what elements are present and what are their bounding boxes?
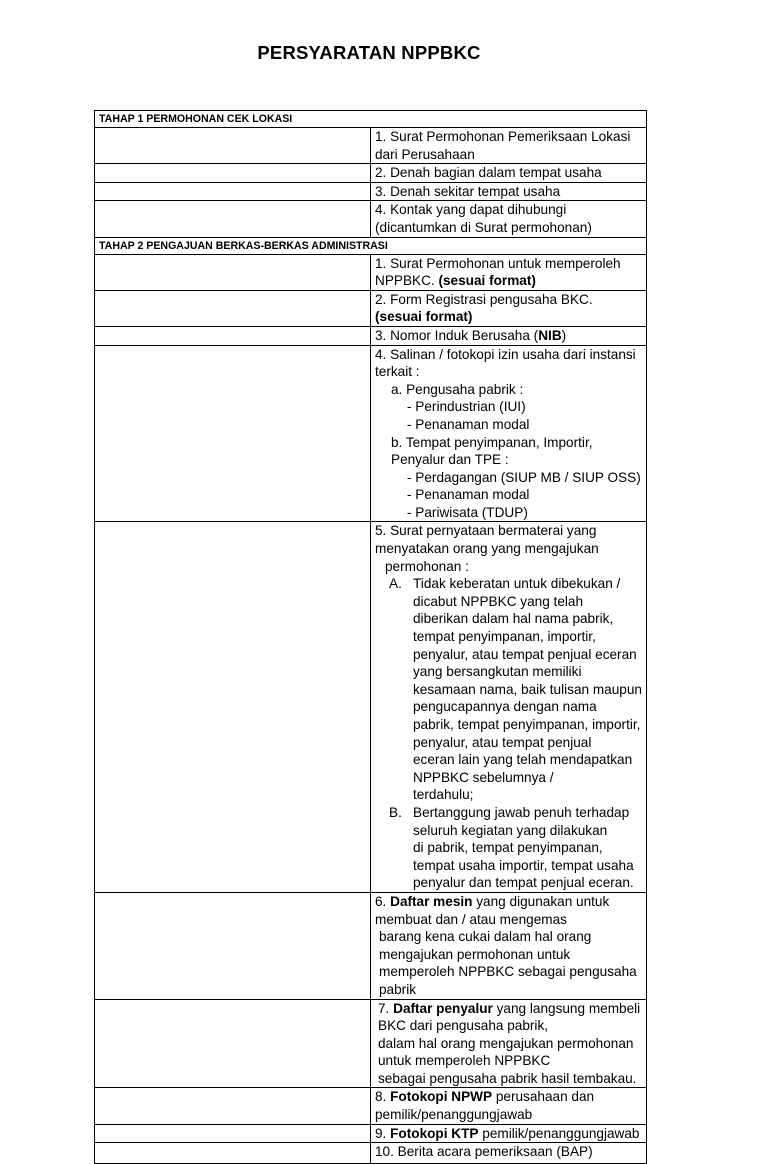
number-cell: [95, 201, 371, 237]
number-cell: [95, 164, 371, 183]
number-cell: [95, 128, 371, 164]
table-row: [95, 1143, 647, 1164]
list-item: - Penanaman modal: [407, 487, 530, 503]
item-bold-text: Daftar penyalur: [393, 1000, 493, 1016]
text-line: eceran lain yang telah mendapatkan NPPBKC sebelumnya /: [413, 752, 633, 785]
item-text: yang langsung membeli BKC dari pengusaha pabrik,: [378, 1000, 641, 1034]
number-cell: [95, 182, 371, 201]
stage-2-heading: TAHAP 2 PENGAJUAN BERKAS-BERKAS ADMINISTRASI: [95, 237, 647, 254]
stage-1-header-row: [95, 111, 647, 128]
item-text: 3. Nomor Induk Berusaha (: [375, 327, 539, 343]
sub-item-b: b. Tempat penyimpanan, Importir, Penyalur dan TPE :: [391, 434, 593, 468]
stage-1-item-2: 2. Denah bagian dalam tempat usaha: [371, 164, 647, 183]
text-line: penyalur dan tempat penjual eceran.: [413, 875, 634, 891]
number-cell: [95, 1143, 371, 1164]
number-cell: [95, 345, 371, 522]
item-bold-text: (sesuai format): [375, 309, 473, 325]
stage-2-header-row: [95, 237, 647, 254]
item-bold-text: Daftar mesin: [390, 893, 473, 909]
table-row: [95, 326, 647, 345]
item-bold-text: NIB: [538, 327, 562, 343]
text-line: Tidak keberatan untuk dibekukan / dicabut NPPBKC yang telah: [413, 576, 621, 609]
table-row: [95, 128, 647, 164]
list-item: - Perindustrian (IUI): [407, 399, 526, 415]
text-line: di pabrik, tempat penyimpanan, tempat usaha importir, tempat usaha: [413, 840, 634, 873]
item-text: 8.: [375, 1089, 391, 1105]
text-line: Bertanggung jawab penuh terhadap seluruh kegiatan yang dilakukan: [413, 804, 630, 838]
table-row: [95, 1088, 647, 1124]
sub-item-a: a. Pengusaha pabrik :: [391, 381, 524, 397]
item-text: 1. Surat Permohonan untuk memperoleh NPPBKC.: [375, 255, 621, 289]
item-text: yang digunakan untuk membuat dan / atau mengemas: [375, 893, 610, 927]
number-cell: [95, 290, 371, 326]
list-marker: B.: [389, 804, 402, 820]
table-row: [95, 999, 647, 1088]
text-line: pabrik, tempat penyimpanan, importir, penyalur, atau tempat penjual: [413, 717, 641, 750]
stage-2-item-10: 10. Berita acara pemeriksaan (BAP): [371, 1143, 647, 1164]
list-item: - Penanaman modal: [407, 416, 530, 432]
stage-2-item-7: [371, 999, 647, 1088]
stage-1-item-1: 1. Surat Permohonan Pemeriksaan Lokasi dari Perusahaan: [371, 128, 647, 164]
table-row: [95, 345, 647, 522]
item-text: perusahaan dan pemilik/penanggungjawab: [375, 1089, 595, 1123]
table-row: [95, 164, 647, 183]
text-line: diberikan dalam hal nama pabrik, tempat penyimpanan, importir,: [413, 611, 614, 645]
table-row: [95, 290, 647, 326]
number-cell: [95, 1088, 371, 1124]
text-line: kesamaan nama, baik tulisan maupun pengucapannya dengan nama: [413, 681, 642, 715]
text-line: penyalur, atau tempat penjual eceran yang bersangkutan memiliki: [413, 646, 637, 680]
item-heading: 4. Salinan / fotokopi izin usaha dari instansi terkait :: [375, 346, 636, 380]
table-row: [95, 522, 647, 892]
item-text: 6.: [375, 893, 391, 909]
item-text: 7.: [378, 1000, 394, 1016]
list-item: - Perdagangan (SIUP MB / SIUP OSS): [407, 469, 641, 485]
list-item: - Pariwisata (TDUP): [407, 504, 528, 520]
sub-item-b: [375, 804, 642, 892]
item-text: pemilik/penanggungjawab: [478, 1125, 640, 1141]
text-line: [378, 1000, 642, 1035]
stage-2-item-3: [371, 326, 647, 345]
item-bold-text: (sesuai format): [438, 273, 536, 289]
table-row: [95, 892, 647, 999]
sub-item-text: [413, 575, 642, 804]
text-line: terdahulu;: [413, 787, 474, 803]
item-heading: 5. Surat pernyataan bermaterai yang menyatakan orang yang mengajukan: [375, 523, 599, 557]
number-cell: [95, 522, 371, 892]
sub-item-text: [413, 804, 642, 892]
item-heading-continued: permohonan :: [385, 558, 469, 574]
text-line: barang kena cukai dalam hal orang mengajukan permohonan untuk: [379, 929, 592, 962]
stage-1-item-4: 4. Kontak yang dapat dihubungi (dicantumkan di Surat permohonan): [371, 201, 647, 237]
item-text: 9.: [375, 1125, 391, 1141]
sub-item-a: [375, 575, 642, 804]
item-bold-text: Fotokopi KTP: [390, 1125, 479, 1141]
number-cell: [95, 326, 371, 345]
number-cell: [95, 254, 371, 290]
number-cell: [95, 1124, 371, 1143]
stage-1-heading: TAHAP 1 PERMOHONAN CEK LOKASI: [95, 111, 647, 128]
table-row: [95, 254, 647, 290]
text-line: sebagai pengusaha pabrik hasil tembakau.: [378, 1070, 637, 1086]
number-cell: [95, 999, 371, 1088]
stage-2-item-5: [371, 522, 647, 892]
stage-2-item-6: [371, 892, 647, 999]
stage-2-item-2: [371, 290, 647, 326]
stage-1-item-3: 3. Denah sekitar tempat usaha: [371, 182, 647, 201]
item-text: 2. Form Registrasi pengusaha BKC.: [375, 291, 593, 307]
item-bold-text: Fotokopi NPWP: [390, 1089, 493, 1105]
text-line: [375, 893, 642, 928]
item-text: ): [561, 327, 567, 343]
page-title: PERSYARATAN NPPBKC: [257, 42, 481, 63]
text-line: dalam hal orang mengajukan permohonan untuk memperoleh NPPBKC: [378, 1035, 634, 1069]
requirements-table: [94, 110, 647, 1164]
stage-2-item-9: [371, 1124, 647, 1143]
number-cell: [95, 892, 371, 999]
stage-2-item-1: [371, 254, 647, 290]
text-line: memperoleh NPPBKC sebagai pengusaha pabrik: [379, 964, 637, 997]
table-row: [95, 201, 647, 237]
stage-2-item-8: [371, 1088, 647, 1124]
list-marker: A.: [389, 576, 402, 592]
stage-2-item-4: [371, 345, 647, 522]
table-row: [95, 182, 647, 201]
table-row: [95, 1124, 647, 1143]
